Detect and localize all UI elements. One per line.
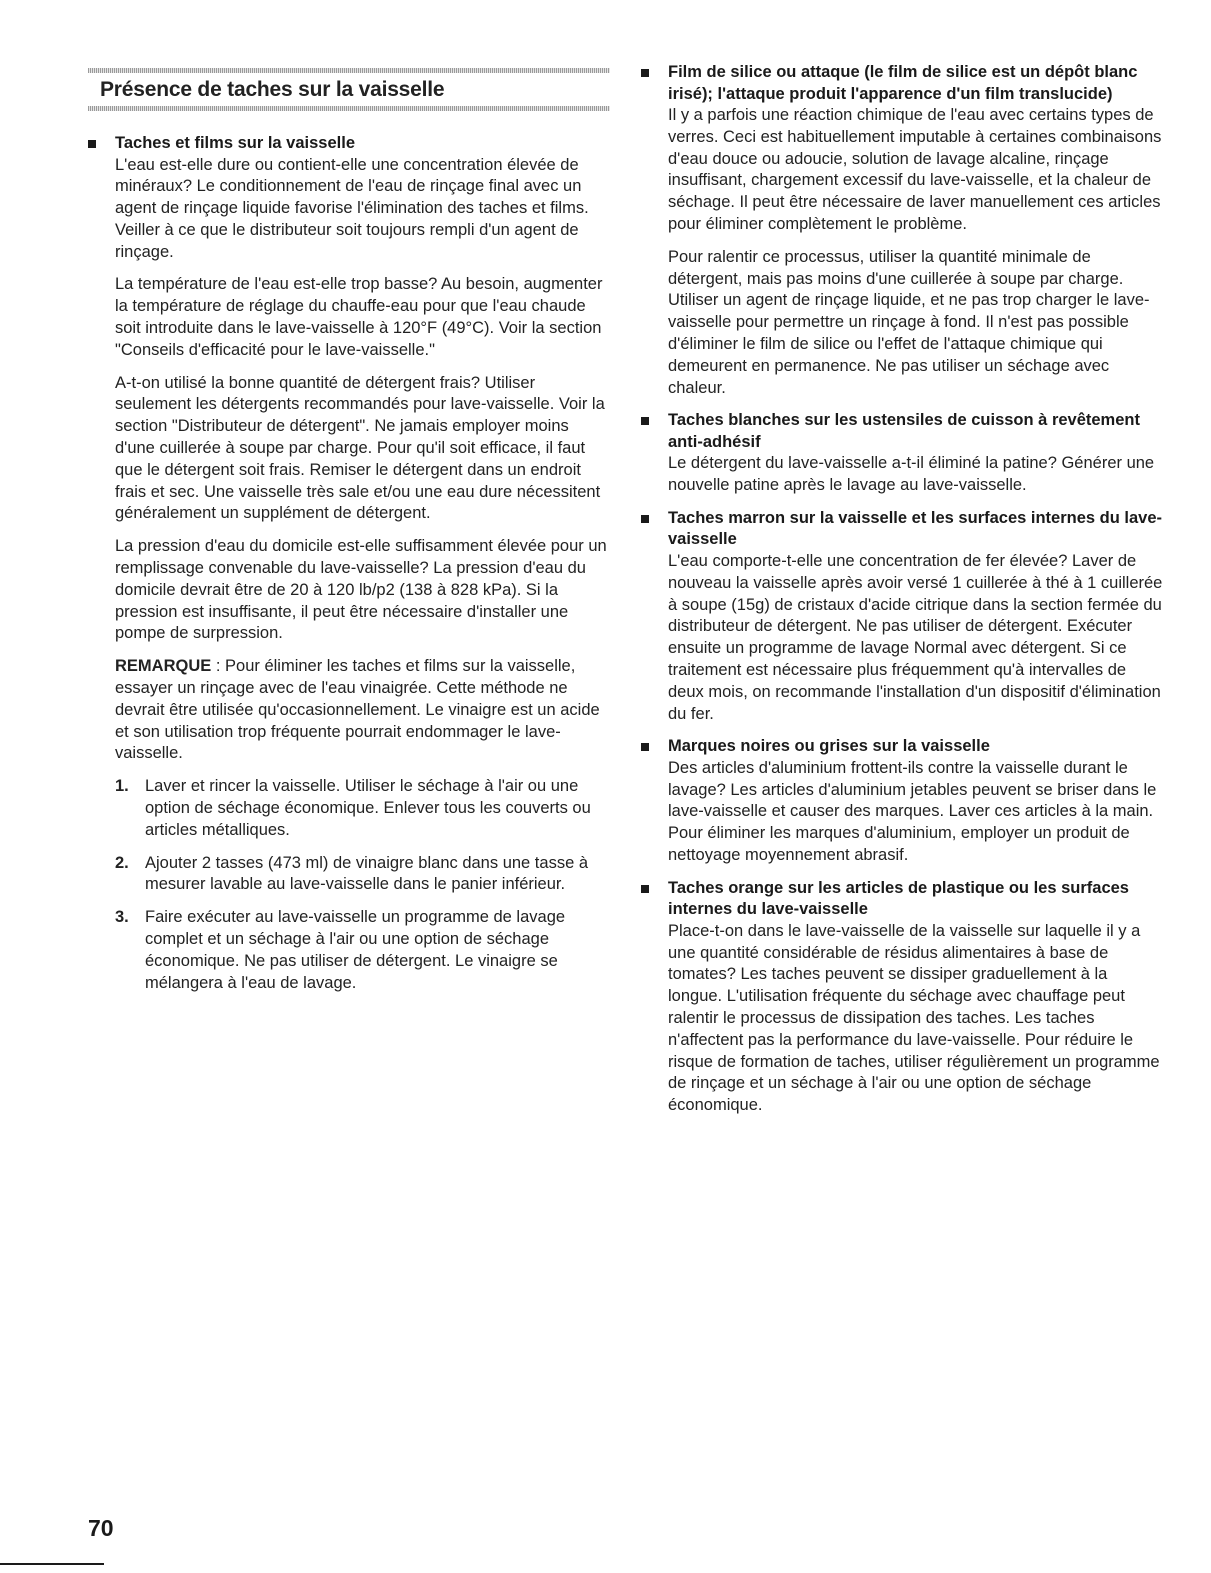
issue-heading: Taches marron sur la vaisselle et les surfaces internes du lave-vaisselle [668, 508, 1163, 549]
paragraph: Le détergent du lave-vaisselle a-t-il éliminé la patine? Générer une nouvelle patine après le lavage au lave-vaisselle. [668, 454, 1155, 495]
remark-text: : Pour éliminer les taches et films sur la vaisselle, essayer un rinçage avec de l'eau vinaigrée. Cette méthode ne devrait être utilisée qu'occasionnellement. Le vinaigre est un acide et son utilisation trop fréquente pourrait endommager le lave-vaisselle. [115, 657, 600, 763]
footer-rule [0, 1563, 104, 1565]
section-title: Présence de taches sur la vaisselle [100, 78, 445, 101]
issue-heading: Marques noires ou grises sur la vaisselle [668, 737, 990, 756]
step-number: 3. [115, 908, 129, 927]
step-item [115, 853, 610, 897]
paragraph: Il y a parfois une réaction chimique de l'eau avec certains types de verres. Ceci est habituellement imputable à certaines combinaisons d'eau douce ou adoucie, solution de lavage alcaline, rinçage insuffisant, chargement excessif du lave-vaisselle, et la chaleur de séchage. Il peut être nécessaire de laver manuellement ces articles pour éliminer complètement le problème. [668, 106, 1162, 233]
bullet-icon [641, 69, 649, 77]
step-item [115, 907, 610, 994]
step-number: 1. [115, 777, 129, 796]
issue-heading: Taches orange sur les articles de plastique ou les surfaces internes du lave-vaisselle [668, 878, 1129, 919]
remark-label: REMARQUE [115, 657, 212, 676]
step-text: Faire exécuter au lave-vaisselle un programme de lavage complet et un séchage à l'air ou une option de séchage économique. Ne pas utiliser de détergent. Le vinaigre se mélangera à l'eau de lavage. [145, 908, 566, 992]
page-number: 70 [88, 1515, 114, 1541]
issue-brown-stains [641, 508, 1163, 725]
issue-spots-films [88, 133, 610, 994]
issue-heading: Film de silice ou attaque (le film de silice est un dépôt blanc irisé); l'attaque produit l'apparence d'un film translucide) [668, 63, 1138, 103]
issue-heading: Taches et films sur la vaisselle [115, 134, 355, 152]
bullet-icon [641, 885, 649, 893]
bullet-icon [88, 140, 96, 148]
left-column [88, 133, 610, 1005]
issue-heading: Taches blanches sur les ustensiles de cuisson à revêtement anti-adhésif [668, 411, 1140, 451]
step-text: Ajouter 2 tasses (473 ml) de vinaigre blanc dans une tasse à mesurer lavable au lave-vaisselle dans le panier inférieur. [145, 853, 589, 894]
paragraph: Pour ralentir ce processus, utiliser la quantité minimale de détergent, mais pas moins d'une cuillerée à soupe par charge. Utiliser un agent de rinçage liquide, et ne pas trop charger le lave-vaisselle pour permettre un rinçage à fond. Il n'est pas possible d'éliminer le film de silice ou l'effet de l'attaque chimique qui demeurent en permanence. Ne pas utiliser un séchage avec chaleur. [668, 247, 1150, 397]
section-header-rule-top [88, 68, 610, 73]
paragraph: La pression d'eau du domicile est-elle suffisamment élevée pour un remplissage convenable du lave-vaisselle? La pression d'eau du domicile devrait être de 20 à 120 lb/p2 (138 à 828 kPa). Si la pression est insuffisante, il peut être nécessaire d'installer une pompe de surpression. [115, 537, 607, 643]
issue-black-gray-marks [641, 736, 1163, 866]
remark-paragraph [115, 656, 610, 765]
bullet-icon [641, 417, 649, 425]
step-number: 2. [115, 853, 129, 872]
paragraph: L'eau comporte-t-elle une concentration de fer élevée? Laver de nouveau la vaisselle après avoir versé 1 cuillerée à thé à 1 cuillerée à soupe (15g) de cristaux d'acide citrique dans la section fermée du distributeur de détergent. Ne pas utiliser de détergent. Exécuter ensuite un programme de lavage Normal avec détergent. Si ce traitement est nécessaire plus fréquemment qu'à intervalles de deux mois, on recommande l'installation d'un dispositif d'élimination du fer. [668, 551, 1163, 723]
step-text: Laver et rincer la vaisselle. Utiliser le séchage à l'air ou une option de séchage économique. Enlever tous les couverts ou articles métalliques. [145, 777, 591, 839]
issue-orange-stains [641, 878, 1163, 1117]
bullet-icon [641, 515, 649, 523]
right-column [641, 62, 1163, 1128]
paragraph: L'eau est-elle dure ou contient-elle une concentration élevée de minéraux? Le conditionnement de l'eau de rinçage final avec un agent de rinçage liquide favorise l'élimination des taches et films. Veiller à ce que le distributeur soit toujours rempli d'un agent de rinçage. [115, 155, 589, 261]
issue-silica-film-etching [641, 62, 1163, 399]
vinegar-steps-list [115, 776, 610, 994]
paragraph: Des articles d'aluminium frottent-ils contre la vaisselle durant le lavage? Les articles d'aluminium jetables peuvent se briser dans le lave-vaisselle et causer des marques. Laver ces articles à la main. Pour éliminer les marques d'aluminium, employer un produit de nettoyage moyennement abrasif. [668, 758, 1157, 865]
issue-white-spots-nonstick [641, 410, 1163, 497]
step-item [115, 776, 610, 841]
section-header-rule-bottom [88, 106, 610, 111]
paragraph: A-t-on utilisé la bonne quantité de détergent frais? Utiliser seulement les détergents recommandés pour lave-vaisselle. Voir la section "Distributeur de détergent". Ne jamais employer moins d'une cuillerée à soupe par charge. Pour qu'il soit efficace, il faut que le détergent soit frais. Remiser le détergent dans un endroit frais et sec. Une vaisselle très sale et/ou une eau dure nécessitent généralement un supplément de détergent. [115, 373, 605, 523]
paragraph: La température de l'eau est-elle trop basse? Au besoin, augmenter la température de réglage du chauffe-eau pour que l'eau chaude soit introduite dans le lave-vaisselle à 120°F (49°C). Voir la section "Conseils d'efficacité pour le lave-vaisselle." [115, 275, 603, 359]
bullet-icon [641, 743, 649, 751]
paragraph: Place-t-on dans le lave-vaisselle de la vaisselle sur laquelle il y a une quantité considérable de résidus alimentaires à base de tomates? Les taches peuvent se dissiper graduellement à la longue. L'utilisation fréquente du séchage avec chauffage peut ralentir le processus de dissipation des taches. Les taches n'affectent pas la performance du lave-vaisselle. Pour réduire le risque de formation de taches, utiliser régulièrement un programme de rinçage et un séchage à l'air ou une option de séchage économique. [668, 921, 1160, 1115]
